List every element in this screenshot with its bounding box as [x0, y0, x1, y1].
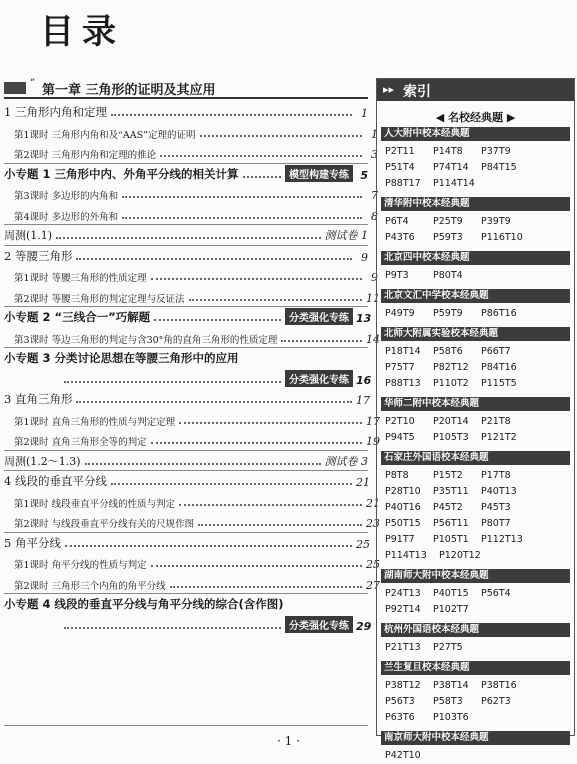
toc-entry[interactable] [4, 346, 368, 366]
toc-entry-label: 第3课时 多边形的内角和 [14, 191, 119, 202]
toc-entry[interactable] [4, 531, 368, 551]
index-item-link[interactable]: P110T2 [433, 378, 469, 389]
index-item-link[interactable]: P80T4 [433, 270, 463, 281]
index-item-link[interactable]: P84T15 [481, 162, 517, 173]
toc-entry-label: 第4课时 多边形的外角和 [14, 211, 119, 223]
toc-entry-page: 8 [371, 209, 378, 223]
index-subtitle [377, 109, 574, 125]
chapter-bar-icon [4, 82, 26, 94]
toc-leader-dots [122, 217, 362, 219]
toc-entry-page: 9 [371, 271, 378, 284]
toc-entry[interactable] [4, 490, 378, 510]
school-header: 杭州外国语校本经典题 [381, 623, 570, 637]
toc-entry-label: 第3课时 等边三角形的判定与含30°角的直角三角形的性质定理 [14, 334, 278, 346]
toc-entry[interactable] [4, 469, 368, 489]
index-item-link[interactable]: P21T13 [385, 642, 421, 653]
index-item-link[interactable]: P58T3 [433, 696, 463, 707]
toc-leader-dots [76, 401, 352, 403]
toc-entry-label: 第1课时 线段垂直平分线的性质与判定 [14, 498, 176, 510]
toc-leader-dots [154, 319, 281, 321]
index-item-link[interactable]: P37T9 [481, 146, 511, 157]
school-header: 北京文汇中学校本经典题 [381, 289, 570, 303]
toc-entry-tag: 模型构建专练 [285, 165, 353, 182]
toc-entry-page: 9 [361, 250, 368, 264]
index-item-link[interactable]: P21T8 [481, 416, 511, 427]
toc-entry-tag: 分类强化专练 [285, 616, 353, 633]
index-item-link[interactable]: P82T12 [433, 362, 469, 373]
toc-entry-tag: 分类强化专练 [285, 308, 353, 325]
school-items [385, 640, 571, 656]
toc-leader-dots [198, 524, 362, 526]
index-title: 索引 [403, 84, 431, 100]
index-item-link[interactable]: P15T2 [433, 470, 463, 481]
toc-entry[interactable] [4, 162, 368, 182]
toc-entry-page: 13 [356, 312, 372, 325]
toc-leader-dots [64, 627, 281, 629]
toc-leader-dots [56, 237, 320, 239]
school-items [385, 586, 571, 618]
page-title: 目录 [40, 12, 124, 52]
school-items [385, 144, 571, 192]
index-item-link[interactable]: P27T5 [433, 642, 463, 653]
index-item-link[interactable]: P59T9 [433, 308, 463, 319]
toc-leader-dots [170, 586, 362, 588]
toc-leader-dots [160, 155, 362, 157]
index-item-link[interactable]: P94T5 [385, 432, 415, 443]
toc-entry-page: 21 [366, 496, 380, 510]
school-items [385, 214, 571, 246]
school-items [385, 268, 571, 284]
toc-leader-dots [151, 565, 362, 567]
chapter-quote-mark: ” [30, 78, 36, 89]
school-header: 北师大附属实验校本经典题 [381, 327, 570, 341]
toc-entry-page: 5 [360, 168, 368, 182]
school-items [385, 306, 571, 322]
toc-leader-dots [151, 278, 362, 280]
toc-entry-label: 3 直角三角形 [4, 392, 73, 406]
toc-entry-label: 第2课时 三角形内角和定理的推论 [14, 150, 157, 161]
toc-leader-dots [111, 114, 352, 116]
index-item-link[interactable]: P25T9 [433, 216, 463, 227]
toc-leader-dots [189, 299, 362, 301]
index-item-link[interactable]: P28T10 [385, 486, 421, 497]
toc-entry-page: 14 [366, 332, 380, 346]
school-items [385, 344, 571, 392]
toc-entry-label: 2 等腰三角形 [4, 248, 73, 263]
toc-leader-dots [151, 442, 362, 444]
index-item-link[interactable]: P56T4 [481, 588, 511, 599]
chapter-header [4, 78, 368, 96]
toc-leader-dots [111, 483, 352, 485]
index-item-link[interactable]: P43T6 [385, 232, 415, 243]
index-item-link[interactable]: P88T13 [385, 378, 421, 389]
toc-entry-label: 第2课时 与线段垂直平分线有关的尺规作图 [14, 519, 195, 530]
toc-entry-label: 4 线段的垂直平分线 [4, 474, 107, 488]
index-item-link[interactable]: P9T3 [385, 270, 409, 281]
toc-entry-label: 第2课时 直角三角形全等的判定 [14, 437, 147, 448]
toc-leader-dots [64, 381, 281, 383]
school-header: 湖南师大附中校本经典题 [381, 569, 570, 583]
toc-entry[interactable] [4, 244, 368, 264]
index-item-link[interactable]: P56T3 [385, 696, 415, 707]
index-item-link[interactable]: P6T4 [385, 216, 409, 227]
index-subtitle-text: 名校经典题 [448, 111, 503, 124]
toc-entry[interactable] [4, 387, 368, 407]
toc-entry[interactable] [4, 510, 378, 530]
school-header: 南京师大附中校本经典题 [381, 731, 570, 745]
double-arrow-icon: ▸▸ [383, 83, 395, 96]
toc-entry-label: 小专题 3 分类讨论思想在等腰三角形中的应用 [4, 351, 239, 365]
toc-entry[interactable] [4, 428, 378, 448]
index-item-link[interactable]: P58T6 [433, 346, 463, 357]
toc-entry-label: 1 三角形内角和定理 [4, 105, 107, 119]
chapter-title: 第一章 三角形的证明及其应用 [42, 83, 216, 98]
toc-entry[interactable] [4, 203, 378, 223]
index-item-link[interactable]: P59T3 [433, 232, 463, 243]
left-marker-icon: ◀ [435, 111, 448, 124]
index-panel [376, 78, 575, 761]
toc-entry-page: 17 [356, 394, 370, 407]
index-item-link[interactable]: P42T10 [385, 750, 421, 761]
toc-entry-label: 第1课时 角平分线的性质与判定 [14, 560, 147, 571]
index-item-link[interactable]: P80T7 [481, 518, 511, 529]
index-header [377, 79, 574, 101]
school-header: 兰生复旦校本经典题 [381, 661, 570, 675]
toc-entry-label: 第1课时 等腰三角形的性质定理 [14, 273, 147, 284]
index-item-link[interactable]: P40T15 [433, 588, 469, 599]
school-header: 人大附中校本经典题 [381, 127, 570, 141]
index-item-link[interactable]: P74T14 [433, 162, 469, 173]
index-item-link[interactable]: P40T16 [385, 502, 421, 513]
toc-entry-page: 测试卷 3 [324, 454, 368, 468]
toc-entry-page: 1 [361, 107, 368, 120]
toc-entry-page: 19 [366, 435, 380, 448]
index-item-link[interactable]: P2T11 [385, 146, 415, 157]
index-item-link[interactable]: P45T3 [481, 502, 511, 513]
toc-entry-page: 25 [366, 558, 380, 571]
index-item-link[interactable]: P75T7 [385, 362, 415, 373]
page-number: · 1 · [277, 734, 300, 748]
toc-entry[interactable] [4, 121, 378, 141]
toc-leader-dots [85, 463, 321, 465]
index-item-link[interactable]: P38T16 [481, 680, 517, 691]
toc-leader-dots [122, 196, 362, 198]
toc-leader-dots [179, 504, 362, 506]
index-item-link[interactable]: P88T17 [385, 178, 421, 189]
toc-entry[interactable] [4, 182, 378, 202]
toc-entry-page: 7 [371, 189, 378, 202]
toc-leader-dots [76, 258, 352, 260]
index-item-link[interactable]: P103T6 [433, 712, 469, 723]
index-item-link[interactable]: P49T9 [385, 308, 415, 319]
toc-leader-dots [179, 422, 362, 424]
toc-entry-page: 27 [366, 578, 380, 592]
toc-entry-label: 周测(1.1) [4, 229, 53, 242]
toc-bottom-rule [4, 725, 368, 726]
index-item-link[interactable]: P39T9 [481, 216, 511, 227]
toc-entry-tag: 分类强化专练 [285, 370, 353, 387]
toc-entry-label: 第1课时 三角形内角和及“AAS”定理的证明 [14, 129, 196, 141]
index-item-link[interactable]: P50T15 [385, 518, 421, 529]
school-items [385, 468, 571, 564]
toc-entry-page: 测试卷 1 [324, 229, 368, 242]
index-item-link[interactable]: P14T8 [433, 146, 463, 157]
school-items [385, 414, 571, 446]
toc-entry-page: 29 [356, 619, 372, 633]
toc-entry-label: 第2课时 三角形三个内角的角平分线 [14, 580, 166, 592]
toc-entry[interactable] [4, 326, 378, 346]
index-item-link[interactable]: P20T14 [433, 416, 469, 427]
index-item-link[interactable]: P18T14 [385, 346, 421, 357]
school-header: 清华附中校本经典题 [381, 197, 570, 211]
chapter-rule [4, 97, 368, 99]
index-item-link[interactable]: P63T6 [385, 712, 415, 723]
toc-entry-label: 小专题 4 线段的垂直平分线与角平分线的综合(含作图) [4, 597, 284, 611]
toc-entry[interactable] [4, 408, 378, 428]
index-item-link[interactable]: P51T4 [385, 162, 415, 173]
index-item-link[interactable]: P17T8 [481, 470, 511, 481]
toc-entry[interactable] [4, 572, 378, 592]
index-item-link[interactable]: P86T16 [481, 308, 517, 319]
toc-entry-page: 16 [356, 373, 372, 387]
toc-entry[interactable] [4, 223, 368, 243]
index-item-link[interactable]: P91T7 [385, 534, 415, 545]
index-item-link[interactable]: P84T16 [481, 362, 517, 373]
school-header: 石家庄外国语校本经典题 [381, 451, 570, 465]
index-item-link[interactable]: P112T13 [481, 534, 523, 545]
index-item-link[interactable]: P66T7 [481, 346, 511, 357]
toc-entry[interactable] [4, 613, 372, 633]
toc-entry[interactable] [4, 285, 378, 305]
toc-entry-page: 21 [356, 476, 370, 489]
index-item-link[interactable]: P62T3 [481, 696, 511, 707]
index-item-link[interactable]: P38T14 [433, 680, 469, 691]
toc-entry[interactable] [4, 100, 368, 120]
toc-entry-label: 小专题 2 “三线合一”巧解题 [4, 310, 151, 324]
toc-entry-label: 周测(1.2～1.3) [4, 454, 81, 468]
index-item-link[interactable]: P105T1 [433, 534, 469, 545]
index-item-link[interactable]: P8T8 [385, 470, 409, 481]
index-item-link[interactable]: P120T12 [439, 550, 481, 561]
school-header: 北京四中校本经典题 [381, 251, 570, 265]
index-item-link[interactable]: P40T13 [481, 486, 517, 497]
school-header: 华师二附中校本经典题 [381, 397, 570, 411]
index-item-link[interactable]: P105T3 [433, 432, 469, 443]
index-item-link[interactable]: P24T13 [385, 588, 421, 599]
index-item-link[interactable]: P102T7 [433, 604, 469, 615]
toc-entry[interactable] [4, 141, 378, 161]
toc-entry-label: 小专题 1 三角形中内、外角平分线的相关计算 [4, 166, 239, 181]
index-item-link[interactable]: P56T11 [433, 518, 469, 529]
index-item-link[interactable]: P92T14 [385, 604, 421, 615]
toc-entry-label: 5 角平分线 [4, 535, 61, 550]
toc-entry-page: 3 [371, 148, 378, 161]
school-items [385, 678, 571, 726]
index-item-link[interactable]: P2T10 [385, 416, 415, 427]
toc-entry-page: 25 [356, 537, 370, 551]
toc-leader-dots [281, 340, 362, 342]
toc-leader-dots [65, 545, 352, 547]
toc-entry[interactable] [4, 367, 372, 387]
toc-entry-label: 第1课时 直角三角形的性质与判定定理 [14, 416, 176, 428]
index-item-link[interactable]: P114T14 [433, 178, 475, 189]
index-item-link[interactable]: P35T11 [433, 486, 469, 497]
school-items [385, 748, 571, 764]
toc-entry-page: 17 [366, 414, 380, 428]
index-item-link[interactable]: P115T5 [481, 378, 517, 389]
index-item-link[interactable]: P38T12 [385, 680, 421, 691]
right-marker-icon: ▶ [503, 111, 516, 124]
toc-leader-dots [200, 135, 362, 137]
index-item-link[interactable]: P121T2 [481, 432, 517, 443]
toc-entry-page: 1 [371, 127, 378, 141]
toc-entry[interactable] [4, 449, 368, 469]
toc-leader-dots [243, 176, 281, 178]
index-item-link[interactable]: P45T2 [433, 502, 463, 513]
toc-entry-page: 23 [366, 517, 380, 530]
index-item-link[interactable]: P114T13 [385, 550, 427, 561]
toc-entry[interactable] [4, 551, 378, 571]
toc-entry-label: 第2课时 等腰三角形的判定定理与反证法 [14, 293, 185, 305]
toc-entry[interactable] [4, 305, 372, 325]
toc-entry[interactable] [4, 264, 378, 284]
toc-entry[interactable] [4, 592, 368, 612]
toc-entry-page: 11 [366, 291, 380, 305]
index-item-link[interactable]: P116T10 [481, 232, 523, 243]
